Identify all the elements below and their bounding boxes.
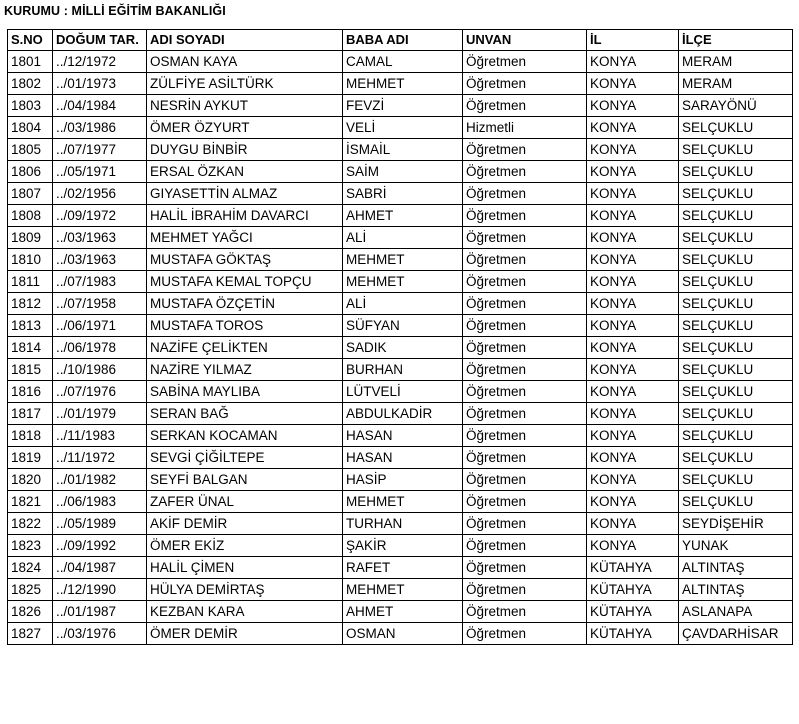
- cell-district: SELÇUKLU: [679, 227, 793, 249]
- cell-birth-date: ../07/1977: [53, 139, 147, 161]
- cell-province: KONYA: [587, 535, 679, 557]
- cell-title: Öğretmen: [463, 51, 587, 73]
- column-header-full-name: ADI SOYADI: [147, 30, 343, 51]
- cell-father-name: CAMAL: [343, 51, 463, 73]
- cell-title: Öğretmen: [463, 315, 587, 337]
- cell-province: KONYA: [587, 51, 679, 73]
- cell-birth-date: ../02/1956: [53, 183, 147, 205]
- cell-full-name: SEVGİ ÇİĞİLTEPE: [147, 447, 343, 469]
- cell-father-name: MEHMET: [343, 249, 463, 271]
- cell-birth-date: ../03/1963: [53, 249, 147, 271]
- table-row: [8, 95, 793, 117]
- cell-father-name: RAFET: [343, 557, 463, 579]
- cell-full-name: MUSTAFA ÖZÇETİN: [147, 293, 343, 315]
- cell-full-name: HALİL ÇİMEN: [147, 557, 343, 579]
- cell-birth-date: ../12/1990: [53, 579, 147, 601]
- cell-sno: 1825: [8, 579, 53, 601]
- cell-sno: 1810: [8, 249, 53, 271]
- table-row: [8, 73, 793, 95]
- cell-full-name: OSMAN KAYA: [147, 51, 343, 73]
- cell-title: Öğretmen: [463, 557, 587, 579]
- cell-district: SELÇUKLU: [679, 205, 793, 227]
- cell-province: KONYA: [587, 227, 679, 249]
- cell-province: KONYA: [587, 183, 679, 205]
- cell-father-name: SABRİ: [343, 183, 463, 205]
- cell-full-name: ZAFER ÜNAL: [147, 491, 343, 513]
- table-body: [8, 51, 793, 645]
- cell-full-name: SEYFİ BALGAN: [147, 469, 343, 491]
- cell-title: Öğretmen: [463, 535, 587, 557]
- cell-sno: 1819: [8, 447, 53, 469]
- cell-full-name: SERAN BAĞ: [147, 403, 343, 425]
- cell-title: Öğretmen: [463, 381, 587, 403]
- cell-sno: 1803: [8, 95, 53, 117]
- cell-birth-date: ../11/1983: [53, 425, 147, 447]
- cell-province: KONYA: [587, 95, 679, 117]
- organization-title: KURUMU : MİLLİ EĞİTİM BAKANLIĞI: [4, 4, 226, 18]
- cell-birth-date: ../03/1976: [53, 623, 147, 645]
- table-row: [8, 425, 793, 447]
- cell-district: SELÇUKLU: [679, 491, 793, 513]
- table-row: [8, 381, 793, 403]
- cell-sno: 1811: [8, 271, 53, 293]
- cell-district: SELÇUKLU: [679, 271, 793, 293]
- cell-district: SELÇUKLU: [679, 403, 793, 425]
- cell-birth-date: ../05/1989: [53, 513, 147, 535]
- cell-province: KONYA: [587, 293, 679, 315]
- cell-title: Öğretmen: [463, 337, 587, 359]
- cell-title: Öğretmen: [463, 601, 587, 623]
- cell-title: Öğretmen: [463, 359, 587, 381]
- table-row: [8, 315, 793, 337]
- cell-full-name: GIYASETTİN ALMAZ: [147, 183, 343, 205]
- cell-full-name: HÜLYA DEMİRTAŞ: [147, 579, 343, 601]
- cell-title: Öğretmen: [463, 447, 587, 469]
- cell-birth-date: ../06/1971: [53, 315, 147, 337]
- cell-title: Öğretmen: [463, 271, 587, 293]
- cell-district: ALTINTAŞ: [679, 557, 793, 579]
- column-header-sno: S.NO: [8, 30, 53, 51]
- cell-full-name: NAZİFE ÇELİKTEN: [147, 337, 343, 359]
- cell-title: Öğretmen: [463, 403, 587, 425]
- cell-title: Öğretmen: [463, 513, 587, 535]
- cell-father-name: FEVZİ: [343, 95, 463, 117]
- cell-father-name: SADIK: [343, 337, 463, 359]
- table-row: [8, 117, 793, 139]
- cell-title: Hizmetli: [463, 117, 587, 139]
- cell-title: Öğretmen: [463, 469, 587, 491]
- cell-title: Öğretmen: [463, 293, 587, 315]
- cell-birth-date: ../09/1992: [53, 535, 147, 557]
- cell-father-name: AHMET: [343, 205, 463, 227]
- cell-province: KONYA: [587, 447, 679, 469]
- cell-district: SELÇUKLU: [679, 469, 793, 491]
- cell-title: Öğretmen: [463, 95, 587, 117]
- cell-birth-date: ../06/1983: [53, 491, 147, 513]
- cell-full-name: AKİF DEMİR: [147, 513, 343, 535]
- cell-district: SARAYÖNÜ: [679, 95, 793, 117]
- cell-full-name: KEZBAN KARA: [147, 601, 343, 623]
- cell-district: SELÇUKLU: [679, 183, 793, 205]
- header-row: [8, 30, 793, 51]
- cell-sno: 1801: [8, 51, 53, 73]
- cell-title: Öğretmen: [463, 227, 587, 249]
- table-row: [8, 227, 793, 249]
- cell-birth-date: ../03/1986: [53, 117, 147, 139]
- cell-district: MERAM: [679, 51, 793, 73]
- cell-province: KONYA: [587, 73, 679, 95]
- table-row: [8, 337, 793, 359]
- cell-district: SELÇUKLU: [679, 337, 793, 359]
- cell-province: KÜTAHYA: [587, 623, 679, 645]
- table-row: [8, 293, 793, 315]
- cell-district: SELÇUKLU: [679, 359, 793, 381]
- cell-sno: 1821: [8, 491, 53, 513]
- cell-title: Öğretmen: [463, 425, 587, 447]
- cell-province: KONYA: [587, 513, 679, 535]
- cell-title: Öğretmen: [463, 73, 587, 95]
- cell-title: Öğretmen: [463, 249, 587, 271]
- cell-birth-date: ../11/1972: [53, 447, 147, 469]
- cell-province: KONYA: [587, 337, 679, 359]
- cell-province: KONYA: [587, 205, 679, 227]
- cell-father-name: VELİ: [343, 117, 463, 139]
- cell-title: Öğretmen: [463, 139, 587, 161]
- table-row: [8, 601, 793, 623]
- table-row: [8, 249, 793, 271]
- cell-full-name: MUSTAFA TOROS: [147, 315, 343, 337]
- cell-district: ÇAVDARHİSAR: [679, 623, 793, 645]
- cell-father-name: TURHAN: [343, 513, 463, 535]
- table-row: [8, 557, 793, 579]
- table-row: [8, 205, 793, 227]
- cell-sno: 1805: [8, 139, 53, 161]
- cell-title: Öğretmen: [463, 491, 587, 513]
- cell-province: KONYA: [587, 271, 679, 293]
- cell-province: KONYA: [587, 117, 679, 139]
- cell-father-name: LÜTVELİ: [343, 381, 463, 403]
- cell-sno: 1814: [8, 337, 53, 359]
- cell-birth-date: ../07/1983: [53, 271, 147, 293]
- cell-full-name: MUSTAFA KEMAL TOPÇU: [147, 271, 343, 293]
- cell-sno: 1817: [8, 403, 53, 425]
- cell-full-name: DUYGU BİNBİR: [147, 139, 343, 161]
- cell-province: KÜTAHYA: [587, 601, 679, 623]
- cell-province: KONYA: [587, 359, 679, 381]
- column-header-title: UNVAN: [463, 30, 587, 51]
- cell-birth-date: ../04/1987: [53, 557, 147, 579]
- cell-birth-date: ../06/1978: [53, 337, 147, 359]
- cell-district: SELÇUKLU: [679, 425, 793, 447]
- cell-father-name: SÜFYAN: [343, 315, 463, 337]
- cell-province: KONYA: [587, 139, 679, 161]
- cell-birth-date: ../01/1982: [53, 469, 147, 491]
- cell-father-name: ABDULKADİR: [343, 403, 463, 425]
- cell-province: KONYA: [587, 425, 679, 447]
- cell-sno: 1826: [8, 601, 53, 623]
- table-row: [8, 579, 793, 601]
- cell-full-name: HALİL İBRAHİM DAVARCI: [147, 205, 343, 227]
- cell-sno: 1816: [8, 381, 53, 403]
- cell-district: SELÇUKLU: [679, 249, 793, 271]
- cell-birth-date: ../12/1972: [53, 51, 147, 73]
- cell-full-name: ÖMER ÖZYURT: [147, 117, 343, 139]
- cell-district: SEYDİŞEHİR: [679, 513, 793, 535]
- cell-sno: 1806: [8, 161, 53, 183]
- cell-full-name: NAZİRE YILMAZ: [147, 359, 343, 381]
- cell-sno: 1813: [8, 315, 53, 337]
- cell-full-name: NESRİN AYKUT: [147, 95, 343, 117]
- personnel-table: [7, 29, 793, 645]
- cell-province: KONYA: [587, 161, 679, 183]
- table-row: [8, 51, 793, 73]
- column-header-father-name: BABA ADI: [343, 30, 463, 51]
- cell-province: KONYA: [587, 315, 679, 337]
- cell-father-name: OSMAN: [343, 623, 463, 645]
- cell-district: SELÇUKLU: [679, 315, 793, 337]
- cell-full-name: SABİNA MAYLIBA: [147, 381, 343, 403]
- cell-father-name: SAİM: [343, 161, 463, 183]
- cell-district: SELÇUKLU: [679, 381, 793, 403]
- cell-title: Öğretmen: [463, 183, 587, 205]
- cell-birth-date: ../09/1972: [53, 205, 147, 227]
- cell-district: SELÇUKLU: [679, 117, 793, 139]
- table-row: [8, 183, 793, 205]
- cell-father-name: MEHMET: [343, 73, 463, 95]
- table-row: [8, 535, 793, 557]
- cell-birth-date: ../07/1976: [53, 381, 147, 403]
- column-header-district: İLÇE: [679, 30, 793, 51]
- table-row: [8, 469, 793, 491]
- cell-father-name: HASAN: [343, 447, 463, 469]
- cell-birth-date: ../05/1971: [53, 161, 147, 183]
- column-header-birth-date: DOĞUM TAR.: [53, 30, 147, 51]
- cell-sno: 1804: [8, 117, 53, 139]
- cell-province: KONYA: [587, 403, 679, 425]
- cell-sno: 1822: [8, 513, 53, 535]
- table-row: [8, 139, 793, 161]
- cell-full-name: SERKAN KOCAMAN: [147, 425, 343, 447]
- cell-father-name: HASİP: [343, 469, 463, 491]
- table-row: [8, 491, 793, 513]
- cell-father-name: ALİ: [343, 293, 463, 315]
- cell-province: KONYA: [587, 249, 679, 271]
- cell-province: KÜTAHYA: [587, 579, 679, 601]
- cell-birth-date: ../10/1986: [53, 359, 147, 381]
- cell-sno: 1818: [8, 425, 53, 447]
- column-header-province: İL: [587, 30, 679, 51]
- cell-father-name: MEHMET: [343, 491, 463, 513]
- cell-sno: 1802: [8, 73, 53, 95]
- cell-province: KONYA: [587, 491, 679, 513]
- cell-father-name: ŞAKİR: [343, 535, 463, 557]
- table-row: [8, 161, 793, 183]
- cell-title: Öğretmen: [463, 579, 587, 601]
- table-row: [8, 359, 793, 381]
- cell-sno: 1809: [8, 227, 53, 249]
- cell-birth-date: ../04/1984: [53, 95, 147, 117]
- cell-full-name: ÖMER DEMİR: [147, 623, 343, 645]
- cell-full-name: ZÜLFİYE ASİLTÜRK: [147, 73, 343, 95]
- cell-province: KONYA: [587, 381, 679, 403]
- cell-father-name: İSMAİL: [343, 139, 463, 161]
- cell-sno: 1808: [8, 205, 53, 227]
- cell-birth-date: ../01/1987: [53, 601, 147, 623]
- cell-district: YUNAK: [679, 535, 793, 557]
- cell-district: SELÇUKLU: [679, 447, 793, 469]
- cell-birth-date: ../03/1963: [53, 227, 147, 249]
- table-row: [8, 271, 793, 293]
- cell-title: Öğretmen: [463, 623, 587, 645]
- cell-sno: 1815: [8, 359, 53, 381]
- cell-father-name: MEHMET: [343, 271, 463, 293]
- table-row: [8, 623, 793, 645]
- cell-sno: 1824: [8, 557, 53, 579]
- cell-full-name: ÖMER EKİZ: [147, 535, 343, 557]
- cell-province: KONYA: [587, 469, 679, 491]
- cell-title: Öğretmen: [463, 205, 587, 227]
- cell-sno: 1827: [8, 623, 53, 645]
- cell-father-name: HASAN: [343, 425, 463, 447]
- cell-district: MERAM: [679, 73, 793, 95]
- cell-father-name: MEHMET: [343, 579, 463, 601]
- cell-birth-date: ../07/1958: [53, 293, 147, 315]
- cell-birth-date: ../01/1973: [53, 73, 147, 95]
- cell-sno: 1812: [8, 293, 53, 315]
- cell-father-name: BURHAN: [343, 359, 463, 381]
- table-row: [8, 513, 793, 535]
- cell-father-name: AHMET: [343, 601, 463, 623]
- cell-full-name: MEHMET YAĞCI: [147, 227, 343, 249]
- table-row: [8, 447, 793, 469]
- cell-district: SELÇUKLU: [679, 139, 793, 161]
- table-row: [8, 403, 793, 425]
- cell-full-name: MUSTAFA GÖKTAŞ: [147, 249, 343, 271]
- cell-province: KÜTAHYA: [587, 557, 679, 579]
- cell-district: ALTINTAŞ: [679, 579, 793, 601]
- cell-birth-date: ../01/1979: [53, 403, 147, 425]
- cell-father-name: ALİ: [343, 227, 463, 249]
- cell-sno: 1820: [8, 469, 53, 491]
- cell-district: ASLANAPA: [679, 601, 793, 623]
- cell-sno: 1823: [8, 535, 53, 557]
- cell-sno: 1807: [8, 183, 53, 205]
- cell-full-name: ERSAL ÖZKAN: [147, 161, 343, 183]
- cell-district: SELÇUKLU: [679, 161, 793, 183]
- cell-title: Öğretmen: [463, 161, 587, 183]
- cell-district: SELÇUKLU: [679, 293, 793, 315]
